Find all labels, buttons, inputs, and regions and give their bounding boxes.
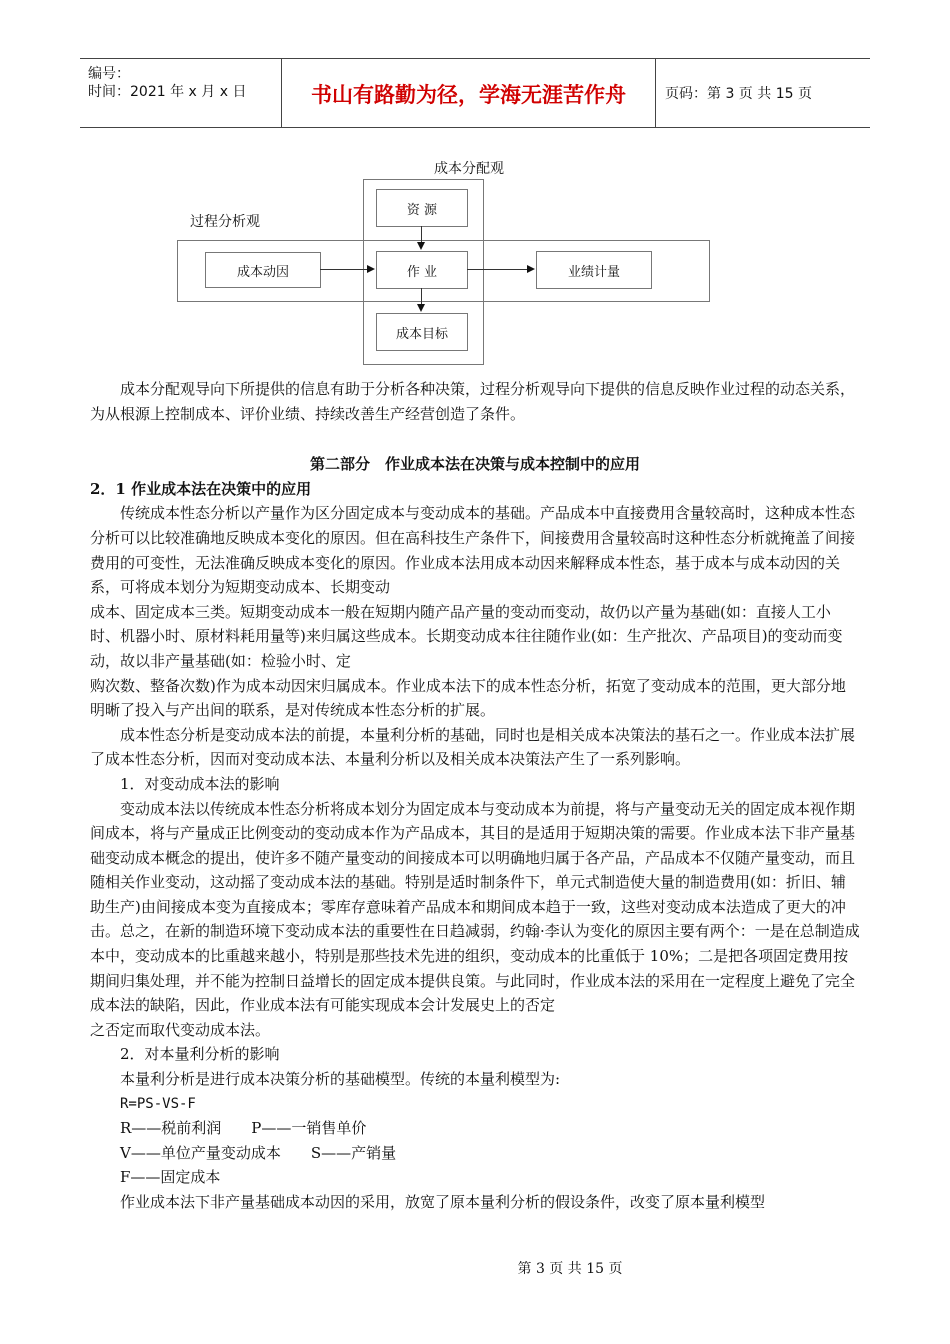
definition: V——单位产量变动成本 S——产销量 [120, 1143, 397, 1162]
paragraph: 传统成本性态分析以产量作为区分固定成本与变动成本的基础。产品成本中直接费用含量较高时，这种成本性态分析可以比较准确地反映成本变化的原因。但在高科技生产条件下，间接费用含量较高时这种性态分析就掩盖了间接费用的可变性，无法准确反映成本变化的原因。作业成本法用成本动因来解释成本性态，基于成本与成本动因的关系，可将成本划分为短期变动成本、长期变动 [90, 504, 856, 597]
document-number-label: 编号： [88, 66, 130, 82]
arrow-right-icon [367, 265, 375, 273]
cost-view-diagram [0, 0, 950, 380]
paragraph: 购次数、整备次数)作为成本动因宋归属成本。作业成本法下的成本性态分析，拓宽了变动成本的范围，更大部分地明晰了投入与产出间的联系，是对传统成本性态分析的扩展。 [90, 676, 846, 720]
paragraph: 成本、固定成本三类。短期变动成本一般在短期内随产品产量的变动而变动，故仍以产量为基础(如：直接人工小时、机器小时、原材料耗用量等)来归属这些成本。长期变动成本往往随作业(如：生产批次、产品项目)的变动而变动，故以非产量基础(如：检验小时、定 [90, 602, 843, 670]
paragraph: 作业成本法下非产量基础成本动因的采用，放宽了原本量利分析的假设条件，改变了原本量利模型 [120, 1193, 766, 1211]
connector-driver-activity [320, 269, 367, 270]
paragraph: 之否定而取代变动成本法。 [90, 1020, 271, 1039]
document-time-label: 时间：2021 年 x 月 x 日 [88, 84, 247, 100]
definition: R——税前利润 P——一销售单价 [120, 1119, 367, 1138]
heading: 2．对本量利分析的影响 [120, 1045, 280, 1064]
arrow-down-icon [417, 304, 425, 312]
subsection-title: 2．1 作业成本法在决策中的应用 [90, 479, 312, 498]
node-cost-driver-label: 成本动因 [236, 265, 289, 280]
formula: R=PS-VS-F [120, 1095, 196, 1112]
page-footer: 第 3 页 共 15 页 [517, 1261, 623, 1277]
node-cost-object-label: 成本目标 [395, 327, 448, 342]
paragraph: 成本分配观导向下所提供的信息有助于分析各种决策，过程分析观导向下提供的信息反映作业过程的动态关系，为从根源上控制成本、评价业绩、持续改善生产经营创造了条件。 [90, 380, 856, 423]
node-performance [536, 251, 652, 289]
connector-activity-performance [467, 269, 527, 270]
arrow-right-icon [527, 265, 535, 273]
heading: 1．对变动成本法的影响 [120, 774, 280, 793]
connector-resource-activity [421, 226, 422, 243]
paragraph: 成本性态分析是变动成本法的前提，本量利分析的基础，同时也是相关成本决策法的基石之一。作业成本法扩展了成本性态分析，因而对变动成本法、本量利分析以及相关成本决策法产生了一系列影响。 [90, 725, 856, 769]
connector-activity-object [421, 288, 422, 305]
node-performance-label: 业绩计量 [567, 265, 620, 280]
document-body [90, 377, 860, 1215]
header-page-info: 页码：第 3 页 共 15 页 [665, 86, 812, 102]
node-cost-driver [205, 252, 321, 288]
node-activity [376, 251, 468, 289]
diagram-title-process-analysis: 过程分析观 [190, 214, 260, 230]
paragraph: 变动成本法以传统成本性态分析将成本划分为固定成本与变动成本为前提，将与产量变动无关的固定成本视作期间成本，将与产量成正比例变动的变动成本作为产品成本，其目的是适用于短期决策的需要。作业成本法下非产量基础变动成本概念的提出，使许多不随产量变动的间接成本可以明确地归属于各产品，产品成本不仅随产量变动，而且随相关作业变动，这动摇了变动成本法的基础。特别是适时制条件下，单元式制造使大量的制造费用(如：折旧、辅助生产)由间接成本变为直接成本；零库存意味着产品成本和期间成本趋于一致，这些对变动成本法造成了更大的冲击。总之，在新的制造环境下变动成本法的重要性在日趋减弱，约翰·李认为变化的原因主要有两个：一是在总制造成本中，变动成本的比重越来越小，特别是那些技术先进的组织，变动成本的比重低于 10%；二是把各项固定费用按期间归集处理，并不能为控制日益增长的固定成本提供良策。与此同时，作业成本法的采用在一定程度上避免了完全成本法的缺陷，因此，作业成本法有可能实现成本会计发展史上的否定 [90, 799, 860, 1015]
arrow-down-icon [417, 242, 425, 250]
diagram-title-cost-allocation: 成本分配观 [434, 161, 504, 177]
node-activity-label: 作 业 [406, 265, 438, 280]
node-resource-label: 资 源 [406, 203, 438, 218]
node-resource [376, 189, 468, 227]
node-cost-object [376, 313, 468, 351]
header-motto: 书山有路勤为径，学海无涯苦作舟 [311, 83, 626, 107]
paragraph: 本量利分析是进行成本决策分析的基础模型。传统的本量利模型为: [120, 1070, 561, 1089]
section-title: 第二部分 作业成本法在决策与成本控制中的应用 [309, 455, 640, 474]
definition: F——固定成本 [120, 1168, 221, 1187]
